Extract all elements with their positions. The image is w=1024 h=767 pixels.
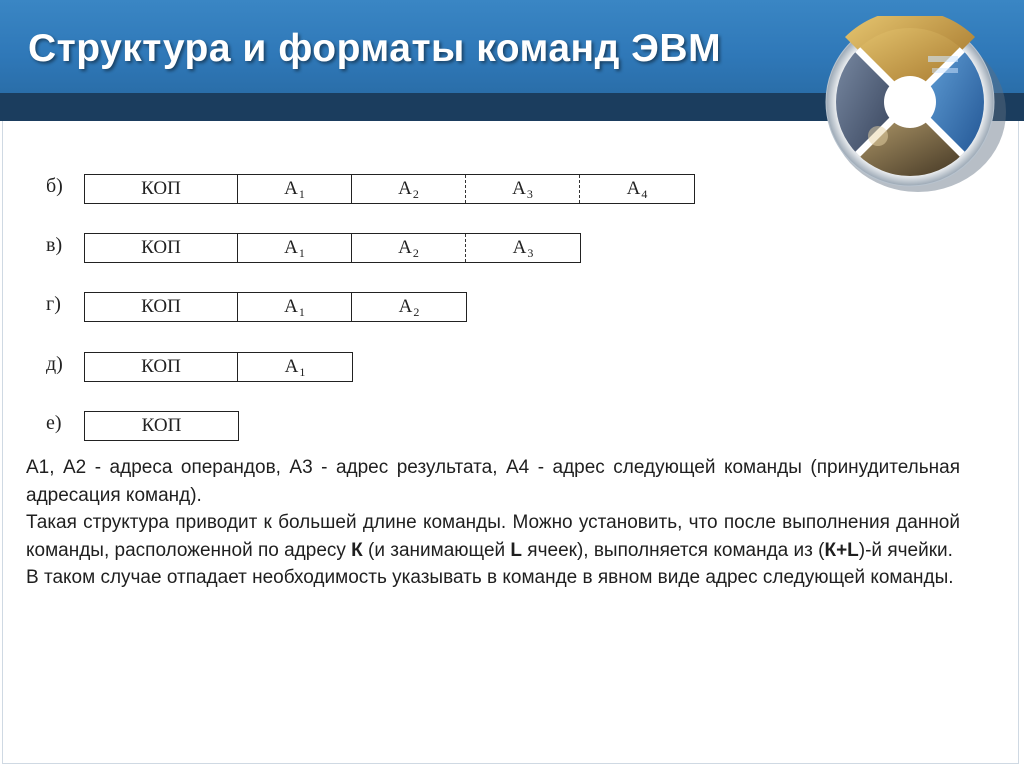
- address-letter: А: [284, 178, 298, 199]
- format-row: [84, 233, 581, 263]
- text-span: )-й ячейки.: [858, 539, 953, 561]
- paragraph-conclusion: В таком случае отпадает необходимость указывать в команде в явном виде адрес следующей команды.: [26, 567, 954, 588]
- paragraph-structure: [26, 509, 960, 564]
- address-cell: [238, 234, 352, 262]
- address-index: 1: [298, 245, 305, 260]
- address-letter: А: [284, 237, 298, 258]
- bold-k: К: [351, 539, 363, 561]
- address-cell: [238, 293, 352, 321]
- format-label: в): [46, 234, 63, 256]
- text-span: (и занимающей: [362, 539, 511, 561]
- opcode-cell: КОП: [85, 353, 238, 381]
- address-cell: [352, 234, 466, 262]
- opcode-cell: КОП: [141, 415, 182, 436]
- format-row: [84, 411, 239, 441]
- address-index: 1: [299, 364, 306, 379]
- opcode-cell: КОП: [85, 234, 238, 262]
- address-letter: А: [284, 356, 299, 377]
- slide-frame: [2, 121, 1019, 764]
- address-letter: А: [398, 296, 413, 317]
- text-span: Такая структура приводит к большей длине команды. Можно установить, что после выполнения данной команды, расположенной по адресу: [26, 512, 960, 561]
- format-row: [84, 352, 353, 382]
- address-cell: [238, 353, 352, 381]
- address-letter: А: [512, 178, 526, 199]
- address-index: 1: [298, 304, 305, 319]
- format-row: [84, 292, 467, 322]
- address-index: 2: [413, 304, 420, 319]
- format-label: д): [46, 353, 63, 375]
- address-index: 2: [412, 245, 419, 260]
- format-label: б): [46, 175, 63, 197]
- paragraph-operands: А1, А2 - адреса операндов, А3 - адрес результата, А4 - адрес следующей команды (принудительная адресация команд).: [26, 457, 960, 506]
- address-cell: [466, 234, 580, 262]
- page-title: Структура и форматы команд ЭВМ: [28, 27, 722, 70]
- address-cell: [352, 175, 466, 203]
- format-label: г): [46, 293, 61, 315]
- address-letter: А: [512, 237, 527, 258]
- opcode-cell: КОП: [85, 293, 238, 321]
- bold-k-plus-l: К+L: [824, 539, 859, 561]
- opcode-cell: КОП: [85, 175, 238, 203]
- address-index: 1: [298, 186, 305, 201]
- address-letter: А: [284, 296, 298, 317]
- format-label: е): [46, 412, 62, 434]
- bold-l: L: [510, 539, 523, 561]
- address-letter: А: [398, 237, 412, 258]
- address-cell: [466, 175, 580, 203]
- address-cell: [238, 175, 352, 203]
- format-row: [84, 174, 695, 204]
- address-cell: [580, 175, 694, 203]
- address-index: 3: [526, 186, 533, 201]
- address-index: 2: [412, 186, 419, 201]
- address-index: 3: [527, 245, 534, 260]
- address-cell: [352, 293, 466, 321]
- text-span: ячеек), выполняется команда из (: [522, 539, 825, 561]
- address-letter: А: [398, 178, 412, 199]
- address-letter: А: [626, 178, 641, 199]
- description-text: [26, 454, 960, 592]
- decorative-logo-image: [818, 16, 1008, 192]
- address-index: 4: [641, 186, 648, 201]
